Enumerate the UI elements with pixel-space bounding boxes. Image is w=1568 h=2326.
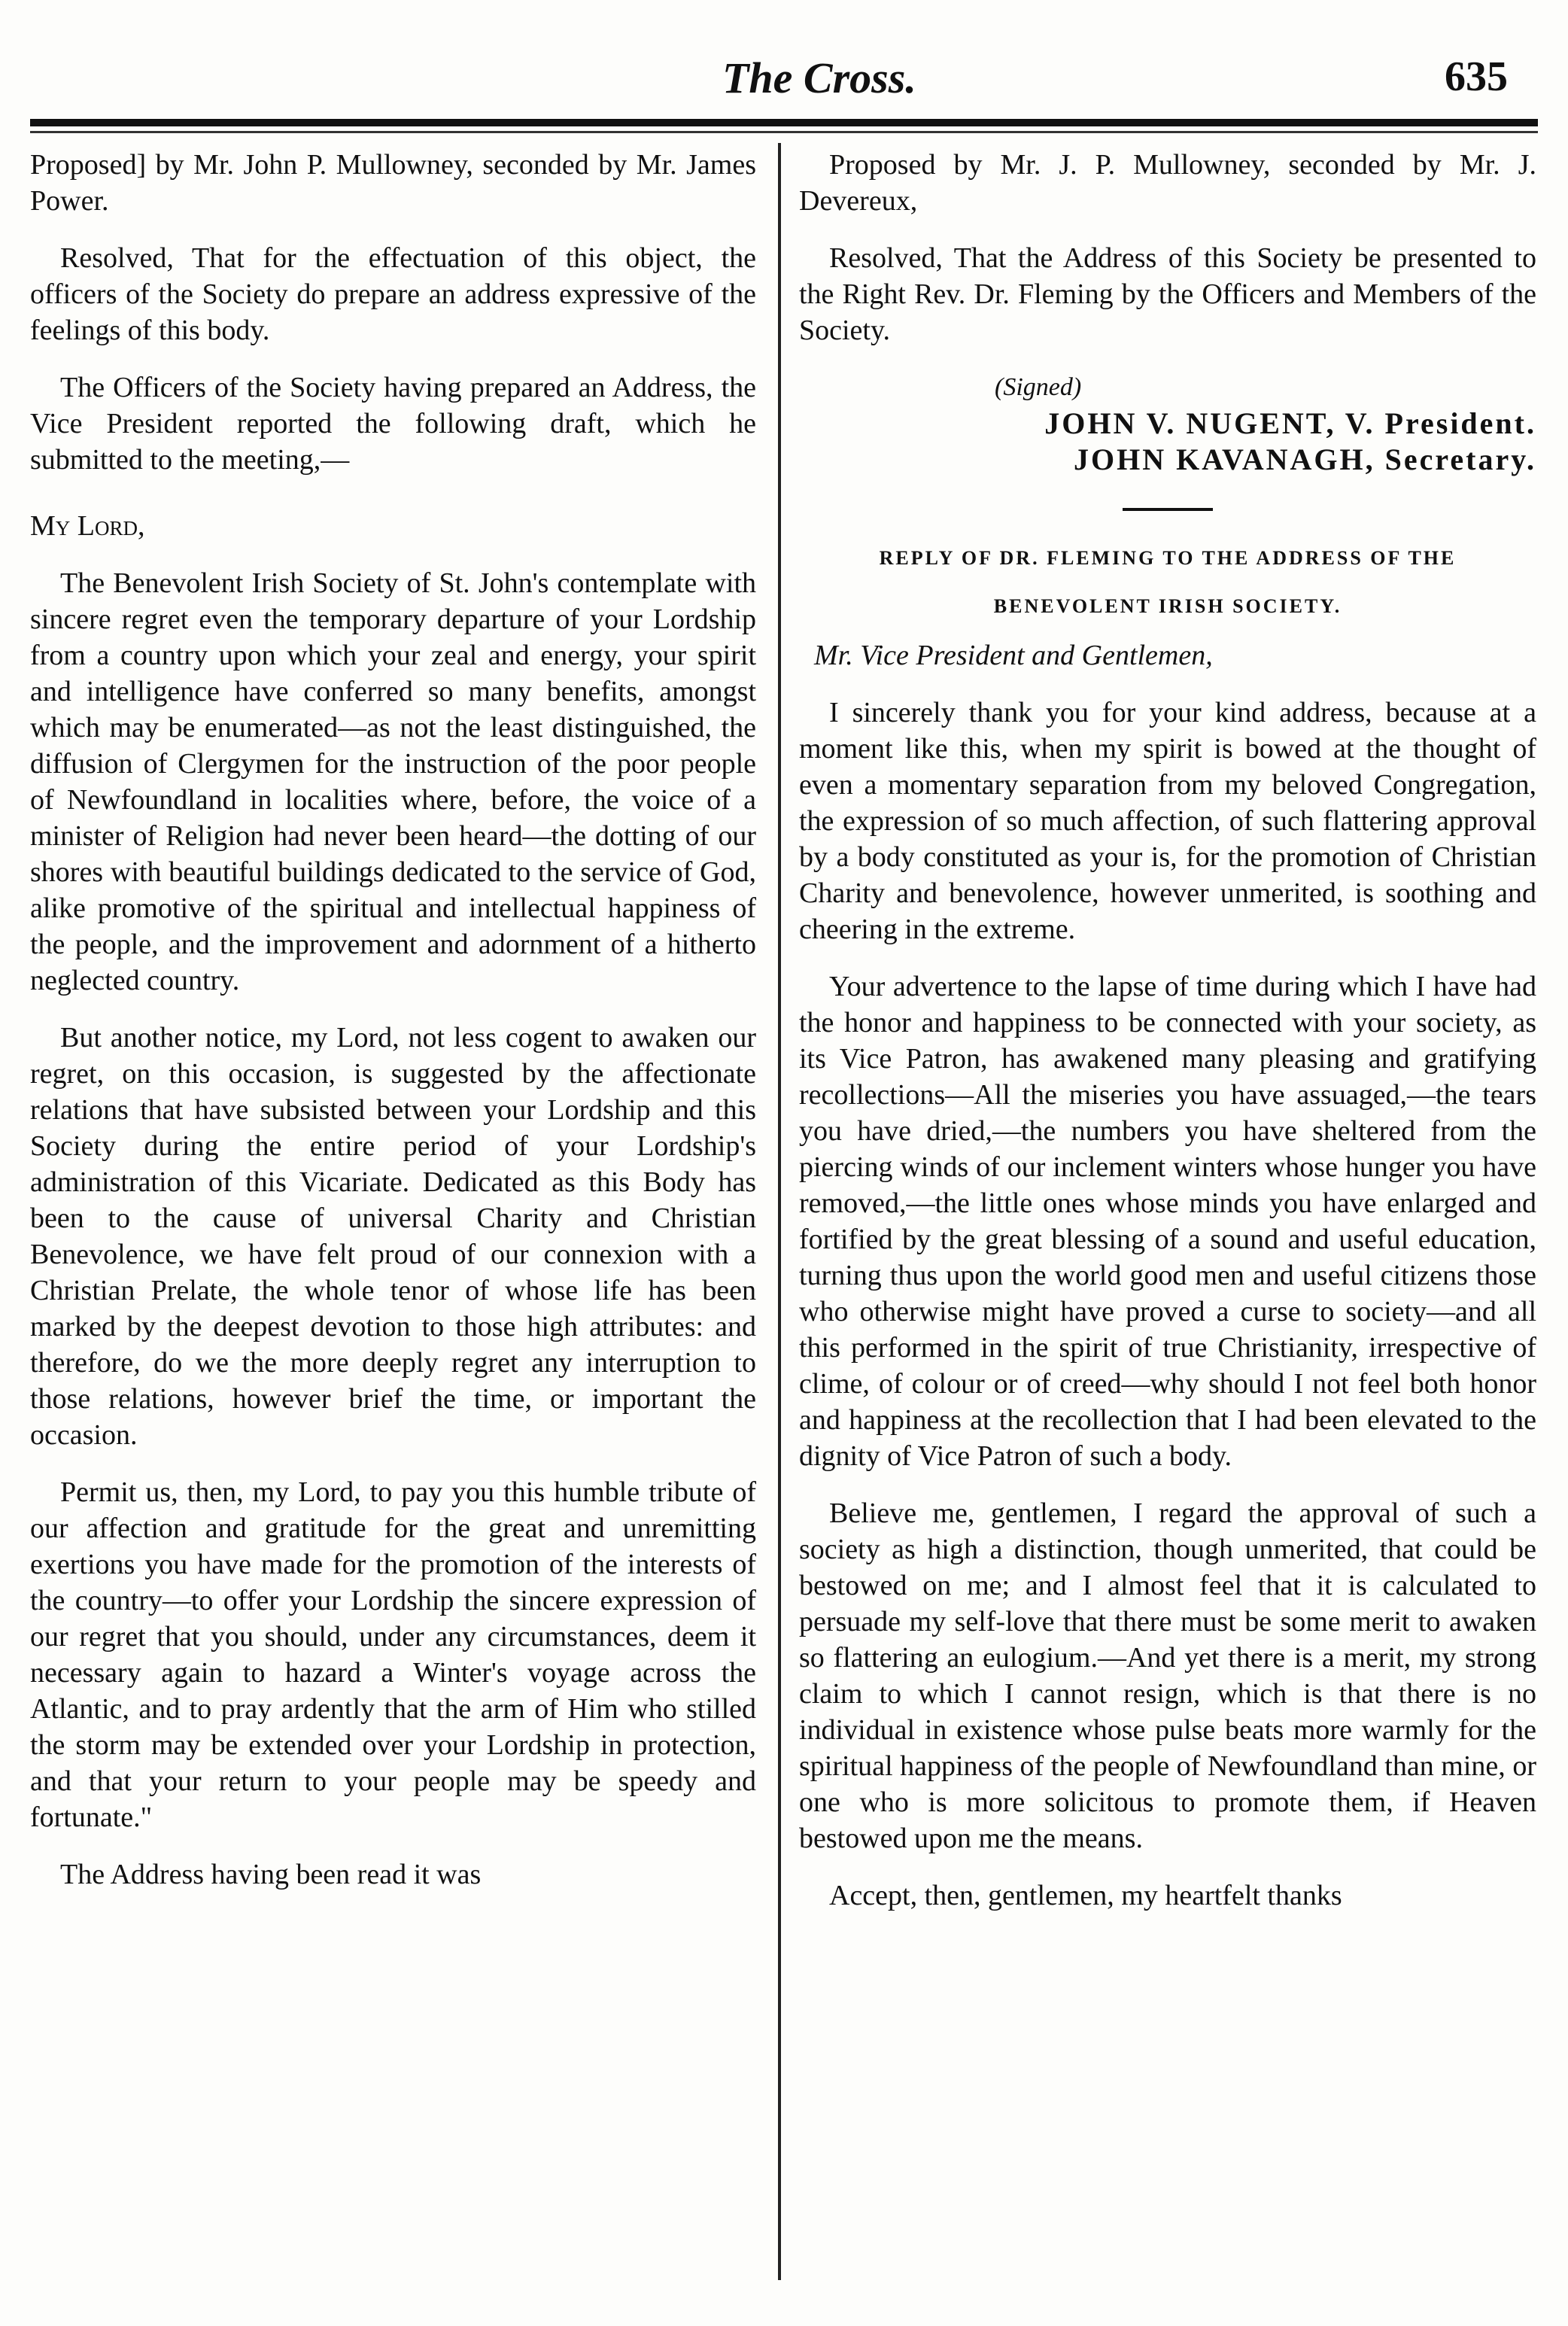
reply-address: Mr. Vice President and Gentlemen,	[814, 640, 1213, 671]
signature-secretary-text: JOHN KAVANAGH, Secretary.	[1074, 442, 1536, 476]
signed-label: (Signed)	[995, 373, 1082, 401]
right-paragraph-5: Believe me, gentlemen, I regard the approval of such a society as high a distinction, though unmerited, that could be bestowed on me; and I almost feel that it is calculated to persuade my self-love that there must be some merit to awaken so flattering an eulogium.—And yet there is a merit, my strong claim to which I cannot resign, which is that there is no individual in existence whose pulse beats more warmly for the spiritual happiness of the people of Newfoundland than mine, or one who is more solicitous to promote them, if Heaven bestowed upon me the means.	[799, 1497, 1536, 1854]
left-paragraph-4: The Benevolent Irish Society of St. John's contemplate with sincere regret even the temporary departure of your Lordship from a country upon which your zeal and energy, your spirit and intelligence have conferred so many benefits, amongst which may be enumerated—as not the least distinguished, the diffusion of Clergymen for the instruction of the poor people of Newfoundland in localities where, before, the voice of a minister of Religion had never been heard—the dotting of our shores with beautiful buildings dedicated to the service of God, alike promotive of the spiritual and intellectual happiness of the people, and the improvement and adornment of a hitherto neglected country.	[30, 567, 756, 996]
right-paragraph-3: I sincerely thank you for your kind address, because at a moment like this, when my spirit is bowed at the thought of even a momentary separation from my beloved Congregation, the expression of so much affection, of such flattering approval by a body constituted as your is, for the promotion of Christian Charity and benevolence, however unmerited, is soothing and cheering in the extreme.	[799, 697, 1536, 945]
page-number: 635	[1445, 53, 1508, 100]
right-column	[799, 147, 1536, 1935]
left-paragraph-2: Resolved, That for the effectuation of this object, the officers of the Society do prepare an address expressive of the feelings of this body.	[30, 242, 756, 346]
right-paragraph-4: Your advertence to the lapse of time during which I have had the honor and happiness to be connected with your society, as its Vice Patron, has awakened many pleasing and gratifying recollections—All the miseries you have assuaged,—the tears you have dried,—the numbers you have sheltered from the piercing winds of our inclement winters whose hunger you have removed,—the little ones whose minds you have enlarged and fortified by the great blessing of a sound and useful education, turning thus upon the world good men and useful citizens those who otherwise might have proved a curse to society—and all this performed in the spirit of true Christianity, irrespective of clime, of colour or of creed—why should I not feel both honor and happiness at the recollection that I had been elevated to the dignity of Vice Patron of such a body.	[799, 971, 1536, 1472]
signature-secretary	[799, 442, 1536, 478]
salutation: My Lord,	[30, 510, 145, 542]
left-paragraph-5: But another notice, my Lord, not less cogent to awaken our regret, on this occasion, is suggested by the affectionate relations that have subsisted between your Lordship and this Society during the entire period of your Lordship's administration of this Vicariate. Dedicated as this Body has been to the cause of universal Charity and Christian Benevolence, we have felt proud of our connexion with a Christian Prelate, the whole tenor of whose life has been marked by the deepest devotion to those high attributes: and therefore, do we the more deeply regret any interruption to those relations, however brief the time, or important the occasion.	[30, 1022, 756, 1451]
signature-president	[799, 406, 1536, 442]
page-header	[30, 53, 1538, 113]
section-rule	[1123, 508, 1213, 511]
left-paragraph-1: Proposed] by Mr. John P. Mullowney, seconded by Mr. James Power.	[30, 149, 756, 217]
signature-president-text: JOHN V. NUGENT, V. President.	[1044, 406, 1536, 440]
left-paragraph-6: Permit us, then, my Lord, to pay you this humble tribute of our affection and gratitude for the great and unremitting exertions you have made for the promotion of the interests of the country—to offer your Lordship the sincere expression of our regret that you should, under any circumstances, deem it necessary again to hazard a Winter's voyage across the Atlantic, and to pray ardently that the arm of Him who stilled the storm may be extended over your Lordship in protection, and that your return to your people may be speedy and fortunate."	[30, 1476, 756, 1833]
reply-headline-1: REPLY OF DR. FLEMING TO THE ADDRESS OF THE	[879, 547, 1457, 569]
column-divider	[778, 143, 781, 2280]
left-paragraph-3: The Officers of the Society having prepared an Address, the Vice President reported the following draft, which he submitted to the meeting,—	[30, 372, 756, 476]
left-column	[30, 147, 756, 1914]
right-paragraph-6: Accept, then, gentlemen, my heartfelt thanks	[829, 1880, 1342, 1911]
page-title: The Cross.	[722, 53, 916, 102]
header-rule-thick	[30, 119, 1538, 126]
right-paragraph-2: Resolved, That the Address of this Society be presented to the Right Rev. Dr. Fleming by the Officers and Members of the Society.	[799, 242, 1536, 346]
left-paragraph-7: The Address having been read it was	[60, 1859, 482, 1890]
header-rule-thin	[30, 131, 1538, 133]
right-paragraph-1: Proposed by Mr. J. P. Mullowney, seconded by Mr. J. Devereux,	[799, 149, 1536, 217]
reply-headline-2: BENEVOLENT IRISH SOCIETY.	[993, 595, 1342, 617]
